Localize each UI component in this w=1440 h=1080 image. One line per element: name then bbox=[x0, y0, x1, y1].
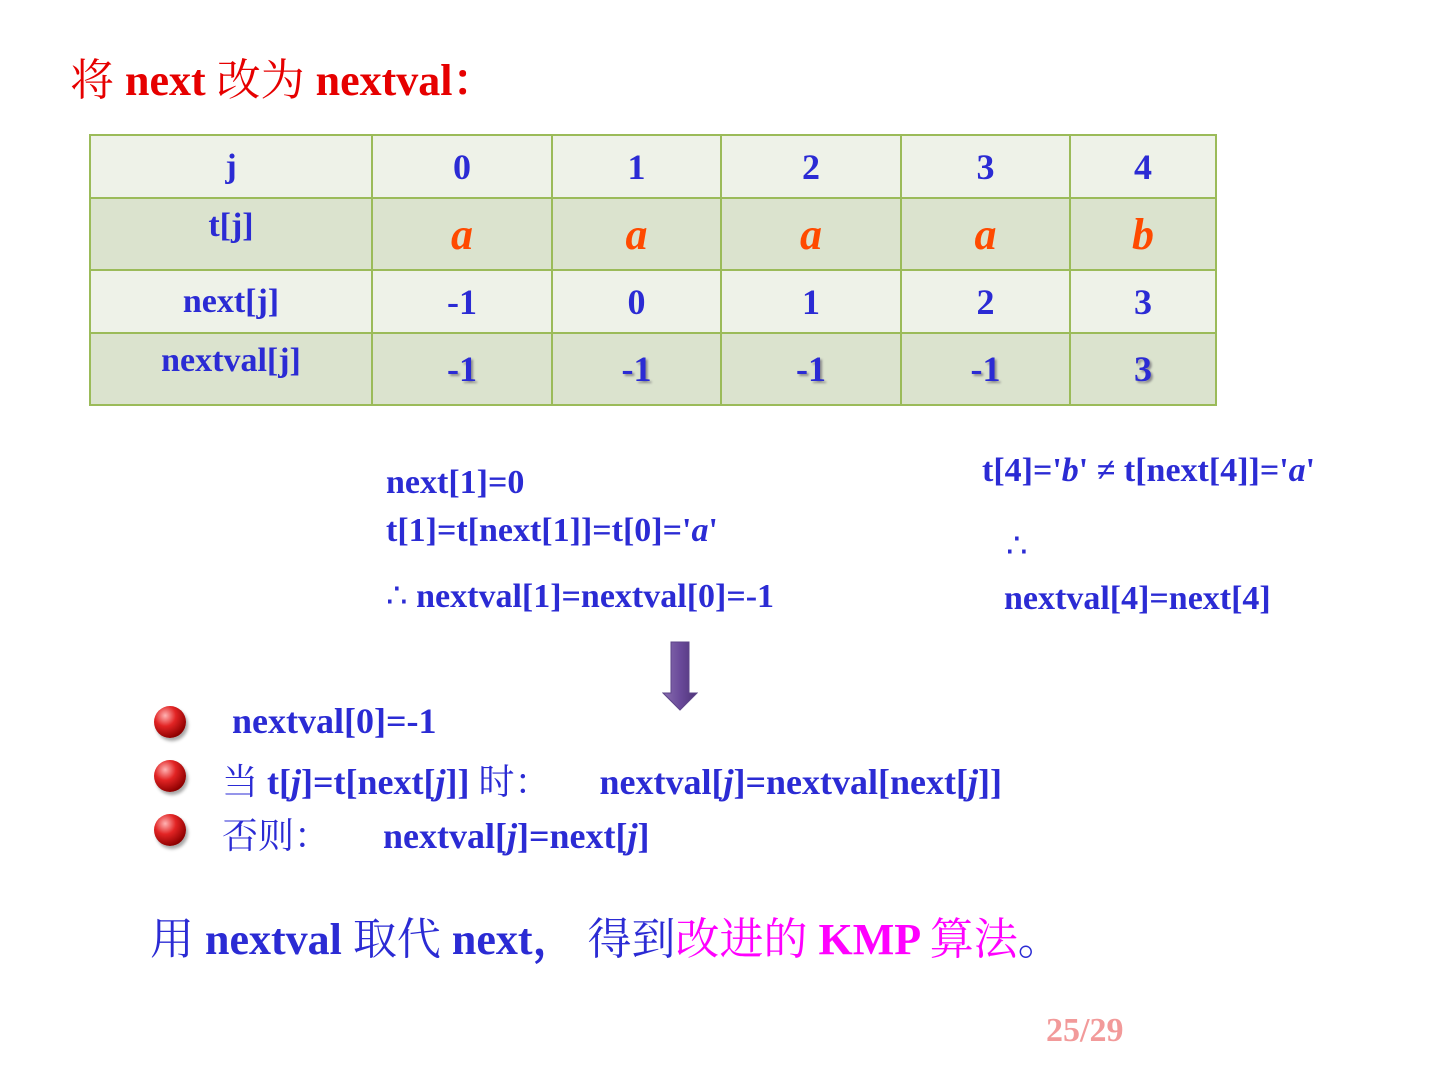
summary-part: 取代 bbox=[352, 915, 441, 964]
table-cell: 2 bbox=[721, 135, 901, 198]
table-row-j bbox=[90, 135, 1216, 198]
therefore-symbol: ∴ bbox=[386, 578, 408, 615]
table-cell: a bbox=[901, 198, 1070, 270]
note-t1-prefix: t[1]=t[next[1]]=t[0]=' bbox=[386, 512, 692, 549]
row-label-nextval: nextval[j] bbox=[90, 333, 372, 405]
bullet-2-result: ]] bbox=[977, 762, 1002, 802]
var-j: j bbox=[627, 816, 638, 856]
table-cell: a bbox=[721, 198, 901, 270]
var-j: j bbox=[435, 762, 446, 802]
note-t4-suffix: ' bbox=[1305, 452, 1316, 489]
red-ball-bullet-icon bbox=[154, 814, 186, 846]
row-label-tj: t[j] bbox=[90, 198, 372, 270]
title-part2: next bbox=[125, 56, 206, 105]
therefore-symbol-right: ∴ bbox=[1006, 528, 1028, 565]
note-next1: next[1]=0 bbox=[386, 464, 525, 501]
title-part4: nextval： bbox=[315, 56, 497, 105]
note-t4-char2: a bbox=[1288, 452, 1306, 489]
note-nextval1 bbox=[386, 576, 774, 616]
row-label-j: j bbox=[90, 135, 372, 198]
var-j: j bbox=[507, 816, 518, 856]
table-cell: 2 bbox=[901, 270, 1070, 333]
table-cell: 0 bbox=[372, 135, 552, 198]
title-part3: 改为 bbox=[216, 56, 305, 105]
table-cell: 4 bbox=[1070, 135, 1216, 198]
table-cell: -1 bbox=[721, 333, 901, 405]
table-cell: 1 bbox=[552, 135, 721, 198]
bullet-2-result: ]=nextval[next[ bbox=[733, 762, 968, 802]
table-row-nextval bbox=[90, 333, 1216, 405]
table-cell: -1 bbox=[372, 270, 552, 333]
table-cell: a bbox=[372, 198, 552, 270]
table-cell: 3 bbox=[901, 135, 1070, 198]
bullet-2-when: 当 bbox=[222, 762, 259, 802]
note-t4-mid: ' ≠ t[next[4]]=' bbox=[1078, 452, 1289, 489]
bullet-3-result: nextval[ bbox=[383, 816, 507, 856]
table-cell: 0 bbox=[552, 270, 721, 333]
summary-part: 用 bbox=[150, 915, 194, 964]
bullet-3 bbox=[222, 808, 650, 859]
bullet-1: nextval[0]=-1 bbox=[232, 701, 437, 741]
table-cell: b bbox=[1070, 198, 1216, 270]
table-cell: 1 bbox=[721, 270, 901, 333]
bullet-2-cond: ]] bbox=[445, 762, 470, 802]
table-cell: 3 bbox=[1070, 270, 1216, 333]
summary-text bbox=[150, 912, 1090, 968]
bullet-3-result: ] bbox=[637, 816, 650, 856]
bullet-2-result: nextval[ bbox=[599, 762, 724, 802]
bullet-2-cond: ]=t[next[ bbox=[301, 762, 436, 802]
table-row-tj bbox=[90, 198, 1216, 270]
title-part1: 将 bbox=[70, 56, 114, 105]
var-j: j bbox=[291, 762, 302, 802]
summary-highlight: 改进的 bbox=[675, 915, 808, 964]
summary-part: next， bbox=[451, 915, 577, 964]
table-cell: -1 bbox=[552, 333, 721, 405]
bullet-2 bbox=[222, 754, 1002, 805]
slide-title bbox=[70, 44, 497, 108]
note-t1 bbox=[386, 512, 718, 550]
table-row-next bbox=[90, 270, 1216, 333]
table-cell: -1 bbox=[372, 333, 552, 405]
bullet-3-otherwise: 否则： bbox=[222, 816, 331, 856]
note-nextval1-text: nextval[1]=nextval[0]=-1 bbox=[416, 578, 775, 615]
row-label-next: next[j] bbox=[90, 270, 372, 333]
var-j: j bbox=[967, 762, 978, 802]
var-j: j bbox=[723, 762, 734, 802]
note-t1-char: a bbox=[691, 512, 709, 549]
summary-part: 得到 bbox=[587, 915, 676, 964]
summary-highlight: 算法 bbox=[929, 915, 1018, 964]
down-arrow-icon bbox=[662, 641, 698, 711]
kmp-table bbox=[89, 134, 1217, 406]
bullet-3-result: ]=next[ bbox=[517, 816, 628, 856]
summary-part: 。 bbox=[1017, 915, 1062, 964]
note-t4-char1: b bbox=[1061, 452, 1079, 489]
note-t4 bbox=[982, 452, 1315, 490]
summary-part: nextval bbox=[205, 915, 342, 964]
red-ball-bullet-icon bbox=[154, 706, 186, 738]
note-nextval4: nextval[4]=next[4] bbox=[1004, 580, 1271, 617]
bullet-2-cond: t[ bbox=[267, 762, 291, 802]
note-t4-prefix: t[4]=' bbox=[982, 452, 1062, 489]
summary-highlight: KMP bbox=[818, 915, 919, 964]
note-t1-suffix: ' bbox=[708, 512, 718, 549]
red-ball-bullet-icon bbox=[154, 760, 186, 792]
bullet-2-then: 时： bbox=[478, 762, 551, 802]
table-cell: -1 bbox=[901, 333, 1070, 405]
page-number: 25/29 bbox=[1046, 1012, 1124, 1049]
table-cell: 3 bbox=[1070, 333, 1216, 405]
table-cell: a bbox=[552, 198, 721, 270]
